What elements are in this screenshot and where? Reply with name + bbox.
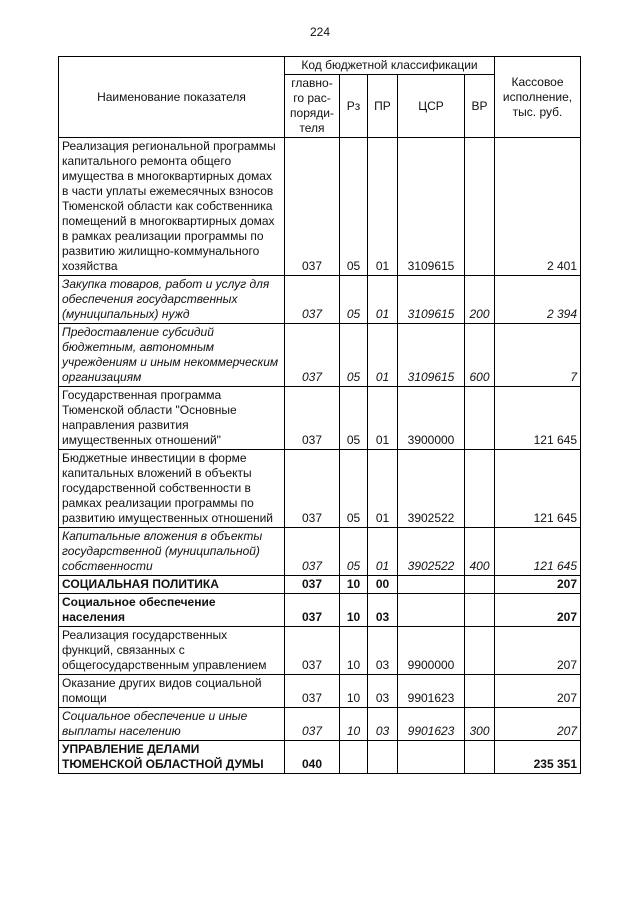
row-name: Реализация региональной программы капитального ремонта общего имущества в многоквартирных домах в части уплаты ежемесячных взносов Тюменской области как собственника помещений в многоквартирных домах в рамках реализации программы по развитию жилищно-коммунального хозяйства [59,138,285,276]
row-csr: 3902522 [398,528,465,576]
table-row [59,708,581,741]
row-name: Предоставление субсидий бюджетным, автономным учреждениям и иным некоммерческим организациям [59,324,285,387]
row-vr [465,450,495,528]
row-pr: 01 [368,324,398,387]
row-amount: 207 [495,627,581,675]
row-csr: 9901623 [398,675,465,708]
row-rz: 10 [340,708,368,741]
row-csr: 3109615 [398,138,465,276]
header-code-group: Код бюджетной классификации [285,57,495,75]
row-rz: 10 [340,594,368,627]
table-row [59,324,581,387]
row-gl: 037 [285,576,340,594]
header-csr: ЦСР [398,75,465,138]
row-amount: 207 [495,594,581,627]
header-pr: ПР [368,75,398,138]
header-vr: ВР [465,75,495,138]
row-amount: 207 [495,576,581,594]
row-csr: 3109615 [398,276,465,324]
row-rz: 05 [340,138,368,276]
page-number: 224 [309,25,331,39]
row-name: Закупка товаров, работ и услуг для обеспечения государственных (муниципальных) нужд [59,276,285,324]
row-amount: 7 [495,324,581,387]
row-gl: 037 [285,708,340,741]
row-pr: 01 [368,138,398,276]
table-row [59,627,581,675]
table-row [59,276,581,324]
row-vr [465,741,495,774]
row-name: Реализация государственных функций, связанных с общегосударственным управлением [59,627,285,675]
row-pr: 03 [368,708,398,741]
row-gl: 037 [285,528,340,576]
row-gl: 037 [285,276,340,324]
row-name: Оказание других видов социальной помощи [59,675,285,708]
table-row [59,387,581,450]
row-amount: 121 645 [495,528,581,576]
row-rz: 10 [340,675,368,708]
table-row [59,138,581,276]
row-gl: 040 [285,741,340,774]
row-gl: 037 [285,675,340,708]
row-csr: 3109615 [398,324,465,387]
row-amount: 2 401 [495,138,581,276]
row-csr: 3900000 [398,387,465,450]
row-pr: 03 [368,675,398,708]
row-pr: 01 [368,276,398,324]
row-amount: 2 394 [495,276,581,324]
row-vr [465,675,495,708]
budget-table [58,56,581,774]
row-rz: 05 [340,528,368,576]
table-row [59,675,581,708]
row-vr: 600 [465,324,495,387]
row-rz [340,741,368,774]
row-rz: 05 [340,324,368,387]
row-vr [465,576,495,594]
row-amount: 207 [495,708,581,741]
row-csr [398,594,465,627]
row-pr: 03 [368,627,398,675]
row-gl: 037 [285,324,340,387]
row-gl: 037 [285,627,340,675]
row-gl: 037 [285,594,340,627]
row-name: Капитальные вложения в объекты государственной (муниципальной) собственности [59,528,285,576]
row-name: Государственная программа Тюменской области "Основные направления развития имущественных отношений" [59,387,285,450]
row-vr [465,627,495,675]
row-rz: 10 [340,576,368,594]
row-name: Бюджетные инвестиции в форме капитальных вложений в объекты государственной собственности в рамках реализации программы по развитию имущественных отношений [59,450,285,528]
row-name: Социальное обеспечение населения [59,594,285,627]
row-vr [465,387,495,450]
table-row [59,594,581,627]
row-pr: 03 [368,594,398,627]
row-csr: 9900000 [398,627,465,675]
row-vr [465,138,495,276]
row-amount: 121 645 [495,387,581,450]
row-csr: 9901623 [398,708,465,741]
row-vr: 200 [465,276,495,324]
header-name: Наименование показателя [59,57,285,138]
row-pr [368,741,398,774]
table-row [59,450,581,528]
row-csr [398,576,465,594]
row-rz: 10 [340,627,368,675]
row-rz: 05 [340,276,368,324]
row-gl: 037 [285,450,340,528]
row-csr [398,741,465,774]
row-pr: 00 [368,576,398,594]
table-row [59,528,581,576]
row-name: Социальное обеспечение и иные выплаты населению [59,708,285,741]
row-amount: 235 351 [495,741,581,774]
row-pr: 01 [368,387,398,450]
row-gl: 037 [285,387,340,450]
row-pr: 01 [368,528,398,576]
row-pr: 01 [368,450,398,528]
header-glavnogo: главно-го рас-поряди-теля [285,75,340,138]
row-gl: 037 [285,138,340,276]
row-vr: 400 [465,528,495,576]
table-row [59,576,581,594]
row-vr [465,594,495,627]
table-row [59,741,581,774]
row-rz: 05 [340,450,368,528]
header-kassovoe: Кассовое исполнение, тыс. руб. [495,57,581,138]
row-vr: 300 [465,708,495,741]
row-amount: 207 [495,675,581,708]
row-name: УПРАВЛЕНИЕ ДЕЛАМИ ТЮМЕНСКОЙ ОБЛАСТНОЙ ДУМЫ [59,741,285,774]
row-name: СОЦИАЛЬНАЯ ПОЛИТИКА [59,576,285,594]
row-csr: 3902522 [398,450,465,528]
row-rz: 05 [340,387,368,450]
row-amount: 121 645 [495,450,581,528]
header-rz: Рз [340,75,368,138]
